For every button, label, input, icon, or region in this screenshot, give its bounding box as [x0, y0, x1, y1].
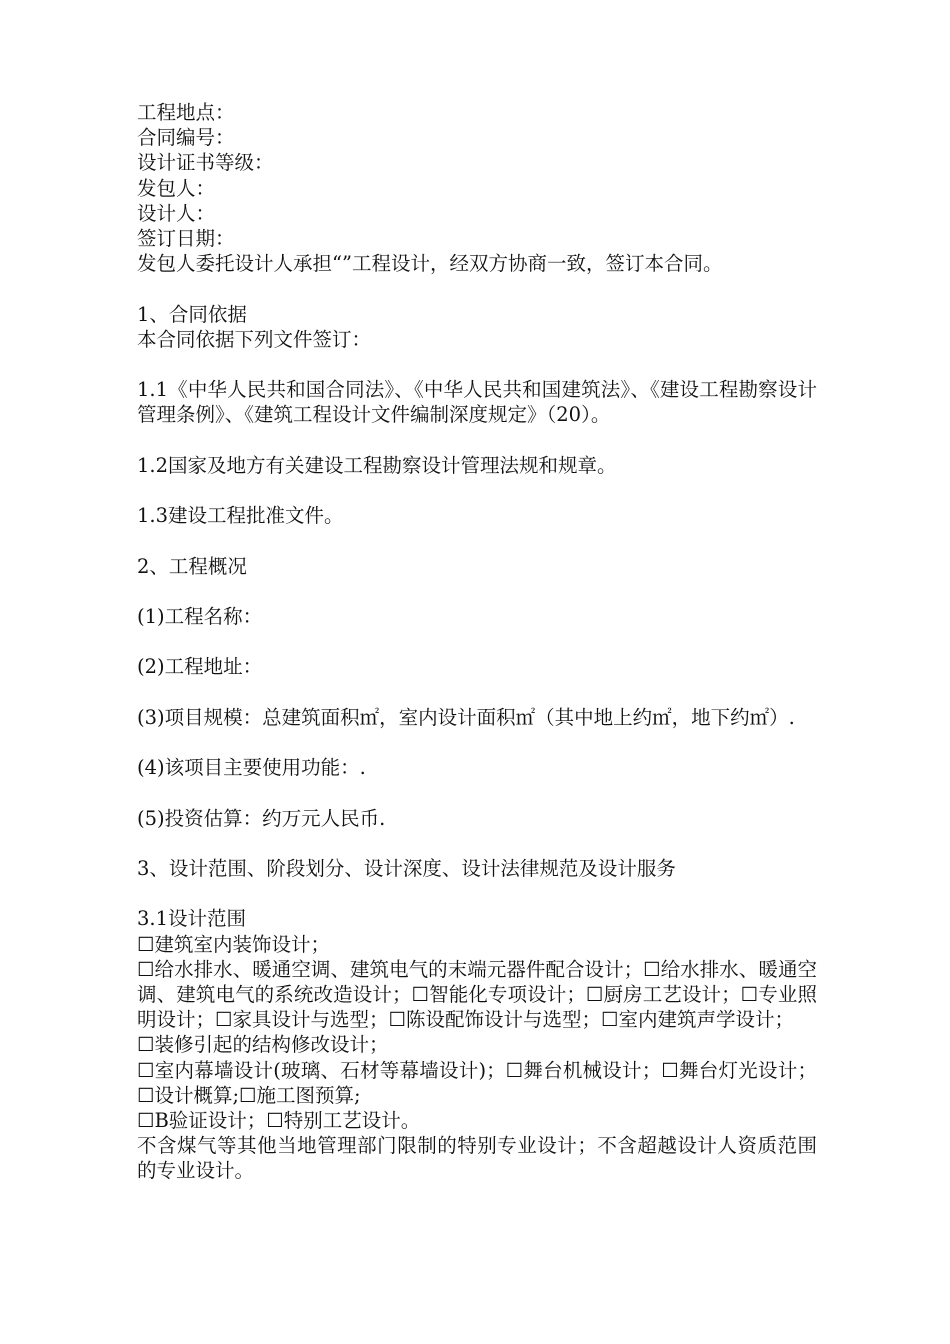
spacer	[137, 579, 817, 604]
spacer	[137, 831, 817, 856]
section-2-item-4: (4)该项目主要使用功能：.	[137, 756, 366, 780]
sign-date-label: 签订日期：	[137, 227, 235, 251]
spacer	[137, 629, 817, 654]
spacer	[137, 730, 817, 755]
section-1-title: 1、合同依据	[137, 302, 247, 326]
section-2-title: 2、工程概况	[137, 554, 247, 578]
scope-item-3: ☐装修引起的结构修改设计；	[137, 1033, 389, 1057]
section-1-item-3: 1.3建设工程批准文件。	[137, 504, 344, 528]
spacer	[137, 780, 817, 805]
cert-grade-label: 设计证书等级：	[137, 151, 274, 175]
section-2-item-1: (1)工程名称：	[137, 604, 263, 628]
section-1-intro: 本合同依据下列文件签订：	[137, 327, 372, 351]
document-page	[137, 100, 817, 1184]
spacer	[137, 680, 817, 705]
contract-no-label: 合同编号：	[137, 126, 235, 150]
section-2-item-3: (3)项目规模：总建筑面积㎡，室内设计面积㎡（其中地上约㎡，地下约㎡）.	[137, 705, 795, 729]
designer-label: 设计人：	[137, 201, 216, 225]
spacer	[137, 428, 817, 453]
scope-exclusion: 不含煤气等其他当地管理部门限制的特别专业设计；不含超越设计人资质范围的专业设计。	[137, 1134, 817, 1183]
section-1-item-2: 1.2国家及地方有关建设工程勘察设计管理法规和规章。	[137, 453, 617, 477]
section-3-1-title: 3.1设计范围	[137, 907, 247, 931]
scope-item-4: ☐室内幕墙设计(玻璃、石材等幕墙设计)；☐舞台机械设计；☐舞台灯光设计；☐设计概算;☐施工图预算;	[137, 1058, 817, 1107]
spacer	[137, 528, 817, 553]
scope-item-1: ☐建筑室内装饰设计；	[137, 932, 330, 956]
scope-item-5: ☐B验证设计；☐特别工艺设计。	[137, 1108, 421, 1132]
section-1-item-1: 1.1《中华人民共和国合同法》、《中华人民共和国建筑法》、《建设工程勘察设计管理条例》、《建筑工程设计文件编制深度规定》（20）。	[137, 378, 817, 427]
spacer	[137, 352, 817, 377]
spacer	[137, 881, 817, 906]
spacer	[137, 276, 817, 301]
intro-paragraph: 发包人委托设计人承担“”工程设计，经双方协商一致，签订本合同。	[137, 252, 723, 276]
location-label: 工程地点：	[137, 101, 235, 124]
section-2-item-2: (2)工程地址：	[137, 655, 263, 679]
section-2-item-5: (5)投资估算：约万元人民币.	[137, 806, 386, 830]
scope-item-2: ☐给水排水、暖通空调、建筑电气的末端元器件配合设计；☐给水排水、暖通空调、建筑电气的系统改造设计；☐智能化专项设计；☐厨房工艺设计；☐专业照明设计；☐家具设计与选型；☐陈设配饰设计与选型；☐室内建筑声学设计；	[137, 957, 817, 1032]
client-label: 发包人：	[137, 176, 216, 200]
spacer	[137, 478, 817, 503]
section-3-title: 3、设计范围、阶段划分、设计深度、设计法律规范及设计服务	[137, 856, 676, 880]
